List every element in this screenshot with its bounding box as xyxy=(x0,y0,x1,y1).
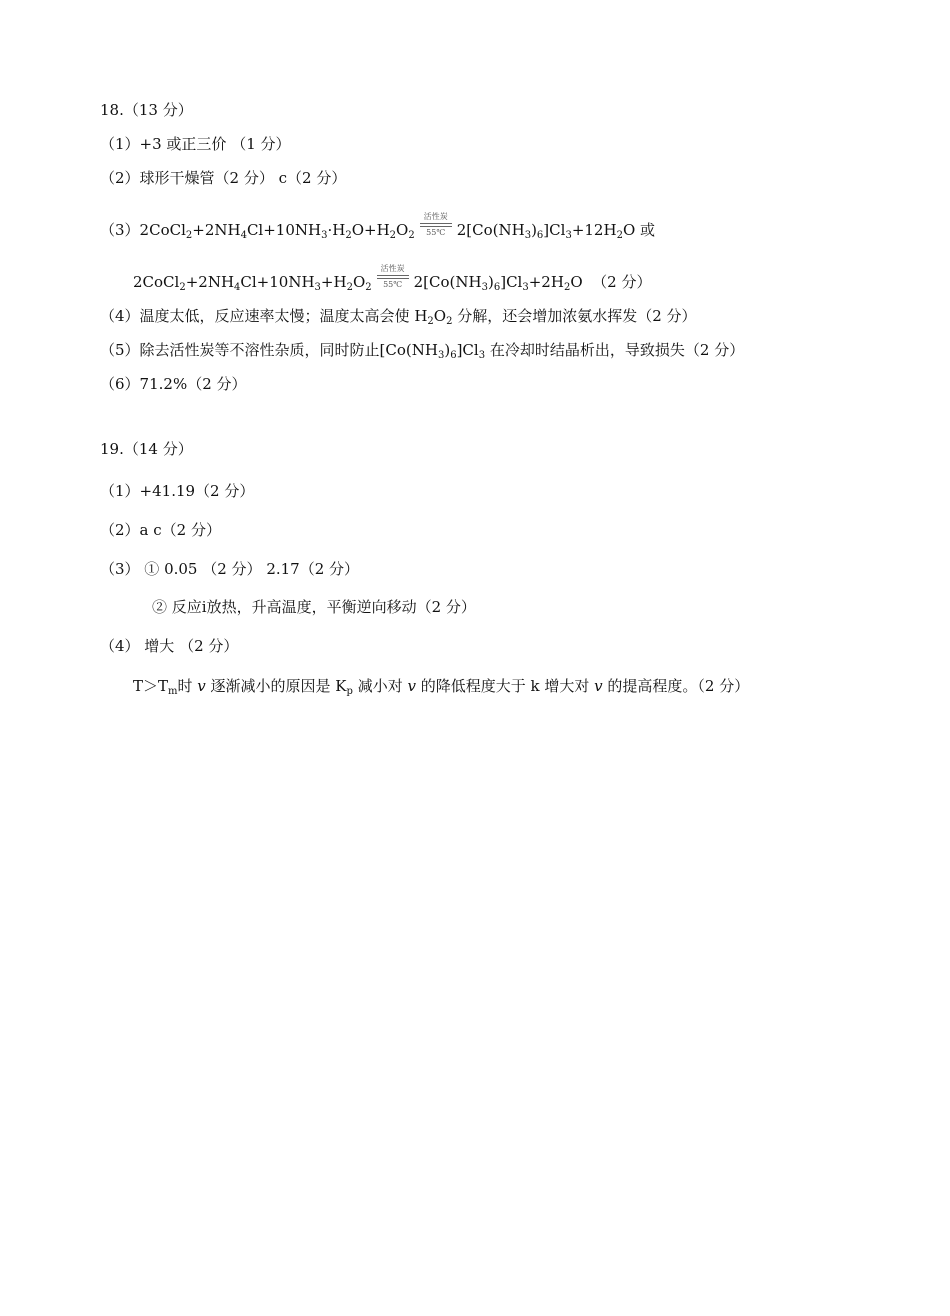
reaction-condition-arrow xyxy=(376,264,410,293)
explain-text: T＞T xyxy=(133,677,169,695)
answer-text: 分解，还会增加浓氨水挥发（2 分） xyxy=(452,307,697,325)
or-text: 或 xyxy=(640,221,656,239)
rate-symbol: v xyxy=(197,677,206,695)
q18-answer-3-equation-2: $2CoCl_2+2NH_4Cl+10NH_3+H_2O_2$ 活性炭 55℃ $2[Co(NH_3)_6]Cl_3+2H_2O$ （2 分） xyxy=(133,264,652,293)
q19-answer-3-line-1: （3） ① 0.05 （2 分） 2.17（2 分） xyxy=(100,560,360,578)
explain-text: 逐渐减小的原因是 K xyxy=(205,677,347,695)
q19-answer-4-explanation xyxy=(133,676,749,696)
catalyst-label: 活性炭 xyxy=(423,212,448,221)
explain-text: 减小对 xyxy=(352,677,408,695)
explain-text: 的提高程度。（2 分） xyxy=(602,677,750,695)
q19-answer-2: （2）a c（2 分） xyxy=(100,521,221,539)
subscript: p xyxy=(346,686,353,697)
temperature-label: 55℃ xyxy=(426,228,446,237)
q19-answer-4: （4） 增大 （2 分） xyxy=(100,637,239,655)
q19-answer-3-line-2: ② 反应i放热，升高温度，平衡逆向移动（2 分） xyxy=(152,598,476,616)
answer-text: （5）除去活性炭等不溶性杂质，同时防止 xyxy=(100,341,380,359)
subscript: m xyxy=(168,686,178,697)
q18-answer-3-equation-1: $(3)2CoCl_2+2NH_4Cl+10NH_3\cdot H_2O+H_2O_2$ 活性炭 55℃ $2[Co(NH_3)_6]Cl_3+12H_2O$ 或 xyxy=(100,212,656,241)
q18-answer-2: （2）球形干燥管（2 分） c（2 分） xyxy=(100,169,347,187)
q19-answer-1: （1）+41.19（2 分） xyxy=(100,482,255,500)
answer-text: 在冷却时结晶析出，导致损失（2 分） xyxy=(489,341,745,359)
q19-header: 19.（14 分） xyxy=(100,440,193,458)
explain-text: 时 xyxy=(177,677,198,695)
answer-text: （4）温度太低，反应速率太慢；温度太高会使 H xyxy=(100,307,428,325)
catalyst-label: 活性炭 xyxy=(380,264,405,273)
answer-prefix: （3） xyxy=(100,221,140,239)
temperature-label: 55℃ xyxy=(383,280,403,289)
rate-symbol: v xyxy=(407,677,416,695)
reaction-condition-arrow xyxy=(419,212,453,241)
rate-symbol: v xyxy=(594,677,603,695)
q18-answer-4: （4）温度太低，反应速率太慢；温度太高会使 $H_2O_2$ 分解，还会增加浓氨水挥发（2 分） xyxy=(100,307,697,327)
q18-answer-5: （5）除去活性炭等不溶性杂质，同时防止$[Co(NH_3)_6]Cl_3$ 在冷却时结晶析出，导致损失（2 分） xyxy=(100,341,745,361)
explain-text: 的降低程度大于 k 增大对 xyxy=(415,677,595,695)
q18-header: 18.（13 分） xyxy=(100,101,193,119)
score-text: （2 分） xyxy=(592,273,652,291)
q18-answer-1: （1）+3 或正三价 （1 分） xyxy=(100,135,291,153)
q18-answer-6: （6）71.2%（2 分） xyxy=(100,375,247,393)
